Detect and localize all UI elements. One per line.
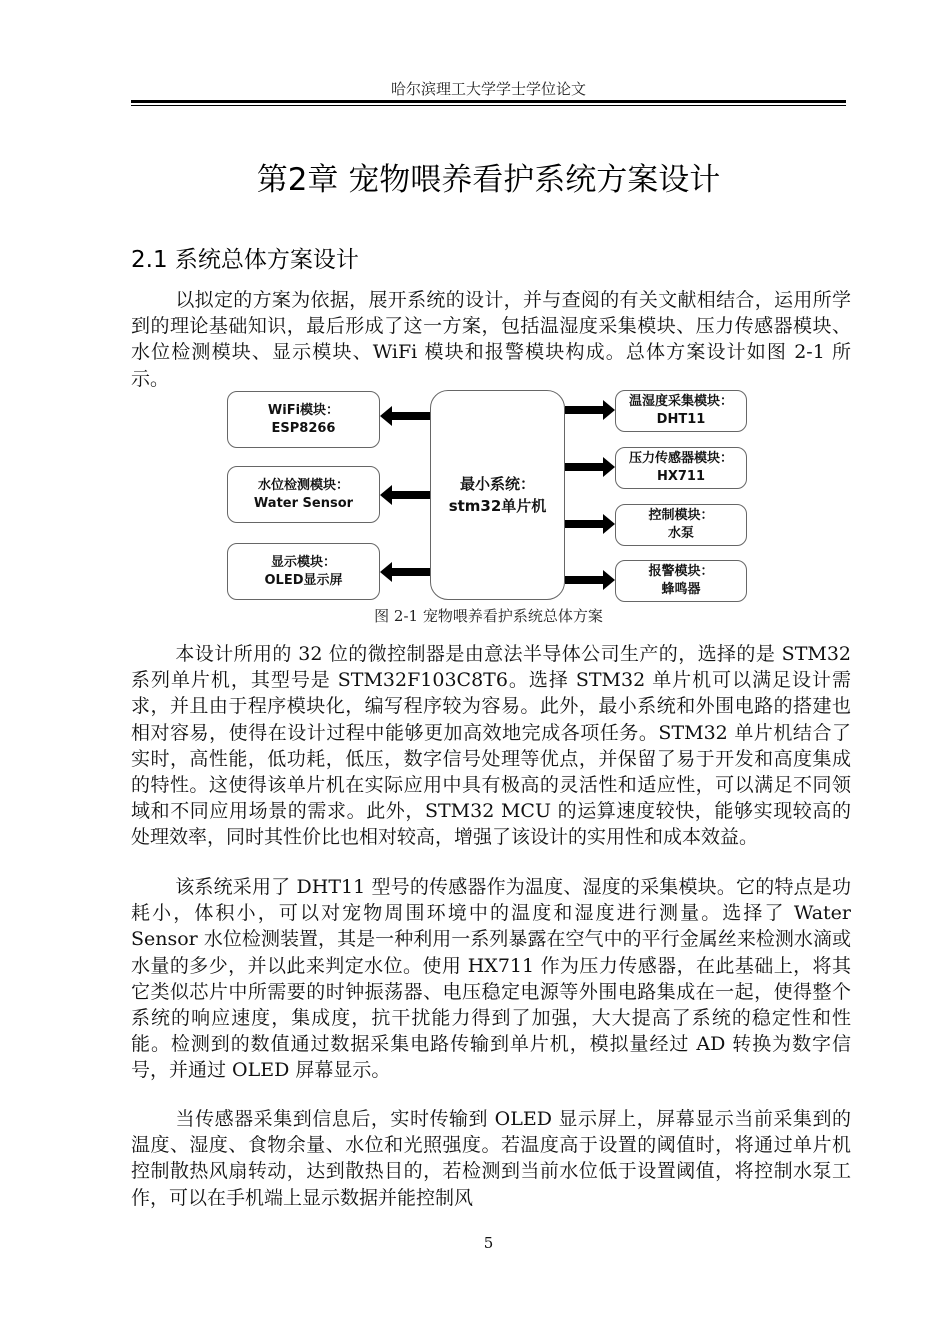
alarm-module-box: 报警模块： 蜂鸣器: [615, 560, 747, 602]
dht11-module-box: 温湿度采集模块： DHT11: [615, 390, 747, 432]
arrow-to-dht11: [565, 406, 605, 414]
header-rule-thin: [131, 105, 846, 106]
hx711-module-box: 压力传感器模块： HX711: [615, 447, 747, 489]
arrow-to-wifi: [390, 412, 430, 420]
paragraph-stm32: [131, 641, 851, 851]
arrow-to-hx711: [565, 463, 605, 471]
wifi-module-box: WiFi模块： ESP8266: [227, 391, 380, 448]
header-rule-thick: [131, 100, 846, 103]
arrow-to-buzzer: [565, 576, 605, 584]
paragraph-display-text: 当传感器采集到信息后，实时传输到 OLED 显示屏上，屏幕显示当前采集到的温度、湿度、食物余量、水位和光照强度。若温度高于设置的阈值时，将通过单片机控制散热风扇转动，达到散热目的，若检测到当前水位低于设置阈值，将控制水泵工作，可以在手机端上显示数据并能控制风: [131, 1108, 851, 1209]
paragraph-stm32-text: 本设计所用的 32 位的微控制器是由意法半导体公司生产的，选择的是 STM32 系列单片机，其型号是 STM32F103C8T6。选择 STM32 单片机可以满足设计需求，并且由于程序模块化，编写程序较为容易。此外，最小系统和外围电路的搭建也相对容易，使得在设计过程中能够更加高效地完成各项任务。STM32 单片机结合了实时，高性能，低功耗，低压，数字信号处理等优点，并保留了易于开发和高度集成的特性。这使得该单片机在实际应用中具有极高的灵活性和适应性，可以满足不同领域和不同应用场景的需求。此外，STM32 MCU 的运算速度较快，能够实现较高的处理效率，同时其性价比也相对较高，增强了该设计的实用性和成本效益。: [131, 643, 851, 849]
display-module-box: 显示模块： OLED显示屏: [227, 543, 380, 600]
arrow-to-pump: [565, 520, 605, 528]
page-number: 5: [483, 1234, 494, 1252]
section-title: 2.1 系统总体方案设计: [131, 247, 359, 273]
paragraph-display: [131, 1106, 851, 1211]
water-level-module-box: 水位检测模块： Water Sensor: [227, 466, 380, 523]
paragraph-sensors: [131, 874, 851, 1084]
running-header: 哈尔滨理工大学学士学位论文: [390, 80, 586, 98]
control-module-box: 控制模块： 水泵: [615, 504, 747, 546]
chapter-title: 第2章 宠物喂养看护系统方案设计: [256, 162, 721, 198]
paragraph-intro-text: 以拟定的方案为依据，展开系统的设计，并与查阅的有关文献相结合，运用所学到的理论基础知识，最后形成了这一方案，包括温湿度采集模块、压力传感器模块、水位检测模块、显示模块、WiFi 模块和报警模块构成。总体方案设计如图 2-1 所示。: [131, 289, 851, 390]
paragraph-intro: [131, 287, 851, 392]
arrow-to-display: [390, 568, 430, 576]
figure-caption: 图 2-1 宠物喂养看护系统总体方案: [374, 607, 603, 625]
mcu-center-box: 最小系统： stm32单片机: [430, 390, 565, 600]
system-block-diagram: [225, 388, 750, 608]
paragraph-sensors-text: 该系统采用了 DHT11 型号的传感器作为温度、湿度的采集模块。它的特点是功耗小，体积小，可以对宠物周围环境中的温度和湿度进行测量。选择了 Water Sensor 水位检测装置，其是一种利用一系列暴露在空气中的平行金属丝来检测水滴或水量的多少，并以此来判定水位。使用 HX711 作为压力传感器，在此基础上，将其它类似芯片中所需要的时钟振荡器、电压稳定电源等外围电路集成在一起，使得整个系统的响应速度，集成度，抗干扰能力得到了加强，大大提高了系统的稳定性和性能。检测到的数值通过数据采集电路传输到单片机，模拟量经过 AD 转换为数字信号，并通过 OLED 屏幕显示。: [131, 876, 851, 1082]
arrow-to-water-level: [390, 491, 430, 499]
